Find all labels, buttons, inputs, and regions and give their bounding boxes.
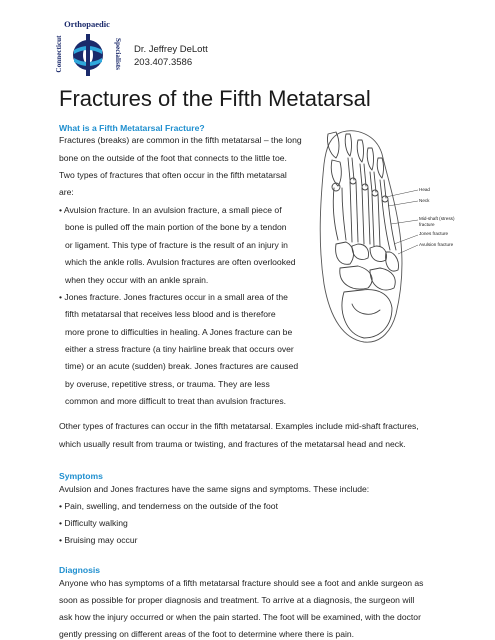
intro-line-1: Fractures (breaks) are common in the fifth metatarsal – the long — [59, 135, 302, 145]
diagnosis-line-4: gently pressing on different areas of the foot to determine where there is pain. — [59, 629, 355, 639]
symptoms-heading: Symptoms — [59, 471, 103, 481]
logo-emblem-icon — [73, 34, 103, 76]
jones-line-7: common and more difficult to treat than avulsion fractures. — [65, 396, 286, 406]
foot-label-midshaft: Mid-shaft (stress) — [419, 216, 455, 221]
jones-line-6: by overuse, repetitive stress, or trauma. They are less — [65, 379, 270, 389]
foot-label-jones: Jones fracture — [419, 231, 449, 236]
diagnosis-line-2: soon as possible for proper diagnosis and treatment. To arrive at a diagnosis, the surgeon will — [59, 595, 415, 605]
symptoms-line-4: • Bruising may occur — [59, 535, 138, 545]
page-title: Fractures of the Fifth Metatarsal — [59, 86, 371, 111]
intro-line-4: are: — [59, 187, 74, 197]
avulsion-line-4: which the ankle rolls. Avulsion fractures are often overlooked — [65, 257, 296, 267]
other-types-line-2: which usually result from trauma or twisting, and fractures of the metatarsal head and neck. — [59, 439, 406, 449]
logo-right-text: Specialists — [114, 38, 122, 70]
foot-label-head: Head — [419, 187, 430, 192]
avulsion-line-2: bone is pulled off the main portion of the bone by a tendon — [65, 222, 287, 232]
jones-line-3: more prone to difficulties in healing. A Jones fracture can be — [65, 327, 293, 337]
foot-label-neck: Neck — [419, 198, 430, 203]
diagnosis-line-1: Anyone who has symptoms of a fifth metatarsal fracture should see a foot and ankle surgeon as — [59, 578, 424, 588]
jones-line-5: time) or an acute (sudden) break. Jones fractures are caused — [65, 361, 299, 371]
logo-left-text: Connecticut — [55, 35, 63, 73]
foot-label-midshaft-2: fracture — [419, 222, 435, 227]
intro-heading: What is a Fifth Metatarsal Fracture? — [59, 123, 205, 133]
jones-line-1: • Jones fracture. Jones fractures occur in a small area of the — [59, 292, 288, 302]
symptoms-line-2: • Pain, swelling, and tenderness on the outside of the foot — [59, 501, 278, 511]
foot-label-avulsion: Avulsion fracture — [419, 242, 454, 247]
avulsion-line-1: • Avulsion fracture. In an avulsion fracture, a small piece of — [59, 205, 282, 215]
doctor-contact — [134, 43, 208, 69]
symptoms-line-3: • Difficulty walking — [59, 518, 128, 528]
intro-line-3: Two types of fractures that often occur in the fifth metatarsal — [59, 170, 287, 180]
doctor-name: Dr. Jeffrey DeLott — [134, 44, 208, 55]
logo-top-text: Orthopaedic — [64, 19, 110, 29]
avulsion-line-5: when they occur with an ankle sprain. — [65, 275, 209, 285]
practice-logo — [52, 18, 122, 80]
diagnosis-heading: Diagnosis — [59, 565, 101, 575]
other-types-line-1: Other types of fractures can occur in the fifth metatarsal. Examples include mid-shaft fractures, — [59, 421, 419, 431]
avulsion-line-3: or ligament. This type of fracture is the result of an injury in — [65, 240, 288, 250]
doctor-phone: 203.407.3586 — [134, 57, 193, 68]
jones-line-2: fifth metatarsal that receives less blood and is therefore — [65, 309, 276, 319]
diagnosis-line-3: ask how the injury occurred or when the pain started. The foot will be examined, with the doctor — [59, 612, 421, 622]
jones-line-4: either a stress fracture (a tiny hairline break that occurs over — [65, 344, 294, 354]
intro-line-2: bone on the outside of the foot that connects to the little toe. — [59, 153, 287, 163]
symptoms-line-1: Avulsion and Jones fractures have the same signs and symptoms. These include: — [59, 484, 370, 494]
